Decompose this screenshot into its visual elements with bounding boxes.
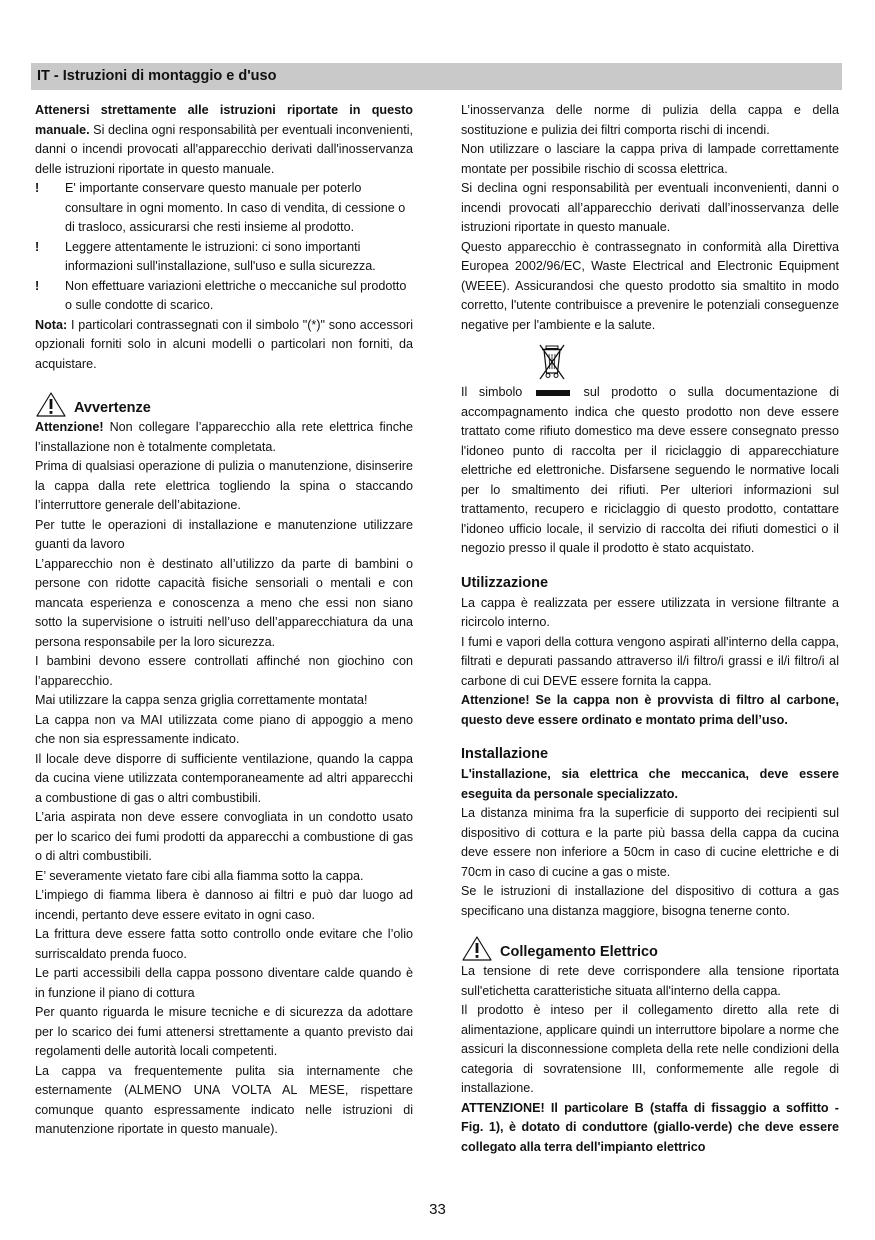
left-column [35,101,413,1140]
right-column [461,101,839,1157]
collegamento-title: Collegamento Elettrico [500,944,658,960]
warning-paragraph: Le parti accessibili della cappa possono diventare calde quando è in funzione il piano di cottura [35,966,413,1000]
warning-paragraph: Il locale deve disporre di sufficiente ventilazione, quando la cappa da cucina viene utilizzata contemporaneamente ad altri apparecchi a combustione di gas o altri combustibili. [35,751,413,805]
weee-bar-icon [536,390,570,396]
warning-paragraph: I bambini devono essere controllati affinché non giochino con l’apparecchio. [35,654,413,688]
body-paragraph: La distanza minima fra la superficie di supporto dei recipienti sul dispositivo di cottura e la parte più bassa della cappa da cucina deve essere non inferiore a 50cm in caso di cucine elettriche e di 70cm in caso di cucine a gas o miste. [461,806,839,879]
bullet-text: Non effettuare variazioni elettriche o meccaniche sul prodotto o sulle condotte di scarico. [65,278,407,312]
attenzione-paragraph [35,418,413,457]
nota-label: Nota: [35,317,68,332]
avvertenze-title: Avvertenze [74,400,151,416]
warning-icon [461,935,493,962]
warning-paragraph: Per tutte le operazioni di installazione e manutenzione utilizzare guanti da lavoro [35,517,413,551]
body-paragraph: L’inosservanza delle norme di pulizia della cappa e della sostituzione e pulizia dei filtri comporta rischi di incendi. [461,103,839,137]
weee-symbol-row [461,343,839,383]
nota-paragraph [35,316,413,375]
warning-paragraph: Prima di qualsiasi operazione di pulizia o manutenzione, disinserire la cappa dalla rete elettrica togliendo la spina o staccando l’interruttore generale dell’abitazione. [35,459,413,512]
collegamento-heading [461,935,839,962]
body-paragraph: Se le istruzioni di installazione del dispositivo di cottura a gas specificano una distanza maggiore, bisogna tenerne conto. [461,884,839,918]
section-header: IT - Istruzioni di montaggio e d'uso [31,63,842,90]
bullet-item [35,179,413,238]
crossed-bin-icon [537,343,567,381]
warning-paragraph: L’aria aspirata non deve essere convogliata in un condotto usato per lo scarico dei fumi prodotti da apparecchi a combustione di gas o di altri combustibili. [35,810,413,863]
utilizzazione-title: Utilizzazione [461,574,549,591]
simbolo-prefix: Il simbolo [461,385,523,399]
bullet-mark: ! [35,278,40,293]
body-paragraph: Il prodotto è inteso per il collegamento diretto alla rete di alimentazione, applicare quindi un interruttore bipolare a norme che assicuri la disconnessione completa della rete nelle condizioni della categoria di sovratensione III, conformemente alle regole di installazione. [461,1003,839,1095]
collegamento-warning: ATTENZIONE! Il particolare B (staffa di fissaggio a soffitto - Fig. 1), è dotato di conduttore (giallo-verde) che deve essere collegato alla terra dell'impianto elettrico [461,1100,839,1154]
body-paragraph: La cappa è realizzata per essere utilizzata in versione filtrante a ricircolo interno. [461,595,839,629]
body-paragraph: Non utilizzare o lasciare la cappa priva di lampade correttamente montate per possibile rischio di scossa elettrica. [461,142,839,176]
warning-paragraph: L’impiego di fiamma libera è dannoso ai filtri e può dar luogo ad incendi, pertanto deve essere evitato in ogni caso. [35,888,413,922]
intro-paragraph [35,101,413,179]
avvertenze-heading [35,391,413,418]
warning-paragraph: E’ severamente vietato fare cibi alla fiamma sotto la cappa. [35,868,364,883]
installazione-intro: L'installazione, sia elettrica che meccanica, deve essere eseguita da personale specializzato. [461,767,839,801]
simbolo-text: sul prodotto o sulla documentazione di accompagnamento indica che questo prodotto non deve essere trattato come rifiuto domestico ma deve essere consegnato presso l'idoneo punto di raccolta per il riciclaggio di apparecchiature elettriche ed elettroniche. Disfarsene seguendo le normative locali per lo smaltimento dei rifiuti. Per ulteriori informazioni sul trattamento, recupero e riciclaggio di questo prodotto, contattare l'idoneo ufficio locale, il servizio di raccolta dei rifiuti domestici o il negozio presso il quale il prodotto è stato acquistato. [461,385,839,555]
body-paragraph: La tensione di rete deve corrispondere alla tensione riportata sull'etichetta caratteristiche situata all'interno della cappa. [461,964,839,998]
body-paragraph: Questo apparecchio è contrassegnato in conformità alla Direttiva Europea 2002/96/EC, Waste Electrical and Electronic Equipment (WEEE). Assicurandosi che questo prodotto sia smaltito in modo corretto, l'utente contribuisce a prevenire le potenziali conseguenze negative per l'ambiente e la salute. [461,239,839,332]
warning-icon [35,391,67,418]
intro-text: Si declina ogni responsabilità per eventuali inconvenienti, danni o incendi provocati all'apparecchio derivati dall'inosservanza delle istruzioni riportate in questo manuale. [35,122,413,176]
bullet-item [35,277,413,316]
attenzione-text: Non collegare l’apparecchio alla rete elettrica finche l’installazione non è totalmente completata. [35,420,413,454]
warning-paragraph: La cappa va frequentemente pulita sia internamente che esternamente (ALMENO UNA VOLTA AL MESE, rispettare comunque quanto espressamente indicato nelle istruzioni di manutenzione riportate in questo manuale). [35,1063,413,1136]
intro-bold: Attenersi strettamente alle istruzioni riportate in questo manuale. [35,103,413,137]
bullet-text: E' importante conservare questo manuale per poterlo consultare in ogni momento. In caso di vendita, di cessione o di trasloco, assicurarsi che resti insieme al prodotto. [65,181,406,234]
simbolo-paragraph [461,383,839,559]
nota-text: I particolari contrassegnati con il simbolo "(*)" sono accessori opzionali forniti solo in alcuni modelli o particolari non forniti, da acquistare. [35,317,413,371]
bullet-mark: ! [35,181,40,195]
body-paragraph: I fumi e vapori della cottura vengono aspirati all'interno della cappa, filtrati e depurati passando attraverso il/i filtro/i grassi e il/i filtro/i al carbone di cui DEVE essere fornita la cappa. [461,634,839,688]
attenzione-label: Attenzione! [35,420,104,434]
utilizzazione-warning: Attenzione! Se la cappa non è provvista di filtro al carbone, questo deve essere ordinato e montato prima dell’uso. [461,693,839,727]
body-paragraph: Si declina ogni responsabilità per eventuali inconvenienti, danni o incendi provocati all’apparecchio derivati dall’inosservanza delle istruzioni riportate in questo manuale. [461,181,839,234]
warning-paragraph: La frittura deve essere fatta sotto controllo onde evitare che l’olio surriscaldato prenda fuoco. [35,927,413,961]
bullet-mark: ! [35,239,40,254]
installazione-title: Installazione [461,746,549,762]
page-number: 33 [429,1201,446,1218]
warning-paragraph: Mai utilizzare la cappa senza griglia correttamente montata! [35,693,368,707]
warning-paragraph: Per quanto riguarda le misure tecniche e di sicurezza da adottare per lo scarico dei fumi attenersi strettamente a quanto previsto dai regolamenti delle autorità locali competenti. [35,1005,413,1058]
warning-paragraph: La cappa non va MAI utilizzata come piano di appoggio a meno che non sia espressamente indicato. [35,712,413,746]
warning-paragraph: L’apparecchio non è destinato all’utilizzo da parte di bambini o persone con ridotte capacità fisiche sensoriali o mentali e con mancata esperienza e conoscenza a meno che essi non siano sotto la supervisione o istruiti nell’uso dell’apparecchiatura da una persona responsabile per la loro sicurezza. [35,556,413,649]
bullet-text: Leggere attentamente le istruzioni: ci sono importanti informazioni sull'installazione, sull'uso e sulla sicurezza. [65,239,376,273]
bullet-item [35,238,413,277]
